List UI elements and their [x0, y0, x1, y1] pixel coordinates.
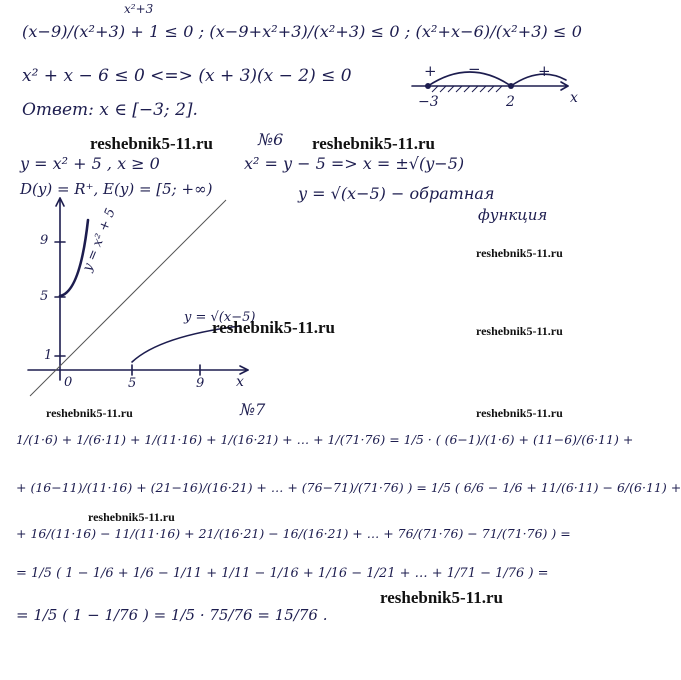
p7-row5: = 1/5 ( 1 − 1/76 ) = 1/5 · 75/76 = 15/76 . — [16, 606, 328, 624]
p5-sign-plus-left: + — [424, 62, 437, 80]
watermark-5: reshebnik5-11.ru — [476, 324, 563, 338]
p5-point-right-label: 2 — [506, 94, 515, 110]
p6-parabola-label: y = x² + 5 — [80, 206, 119, 274]
p6-xtick-0: 0 — [64, 375, 73, 390]
p7-row1: 1/(1·6) + 1/(6·11) + 1/(11·16) + 1/(16·21) + … + 1/(71·76) = 1/5 · ( (6−1)/(1·6) + (11−6)/(6·11) + — [16, 432, 634, 447]
watermark-8: reshebnik5-11.ru — [88, 510, 175, 524]
watermark-6: reshebnik5-11.ru — [46, 406, 133, 420]
p7-row3: + 16/(11·16) − 11/(11·16) + 21/(16·21) − 16/(16·21) + … + 76/(71·76) − 71/(71·76) ) = — [16, 526, 571, 541]
p6-solve: x² = y − 5 => x = ±√(y−5) — [244, 154, 465, 173]
p6-x-axis-label: x — [236, 374, 244, 390]
p6-number: №6 — [258, 130, 284, 149]
p6-xtick-5: 5 — [128, 376, 137, 391]
watermark-9: reshebnik5-11.ru — [380, 588, 503, 607]
p5-sign-minus: − — [468, 60, 481, 78]
p5-sign-plus-right: + — [538, 62, 551, 80]
p6-ytick-1: 1 — [44, 348, 53, 363]
p5-line1: (x−9)/(x²+3) + 1 ≤ 0 ; (x−9+x²+3)/(x²+3) ≤ 0 ; (x²+x−6)/(x²+3) ≤ 0 — [22, 22, 583, 41]
p6-domain-range: D(y) = R⁺, E(y) = [5; +∞) — [20, 180, 213, 198]
p5-axis-var: x — [570, 90, 578, 106]
watermark-2: reshebnik5-11.ru — [312, 134, 435, 153]
watermark-4: reshebnik5-11.ru — [212, 318, 335, 337]
watermark-1: reshebnik5-11.ru — [90, 134, 213, 153]
p7-row4: = 1/5 ( 1 − 1/6 + 1/6 − 1/11 + 1/11 − 1/16 + 1/16 − 1/21 + … + 1/71 − 1/76 ) = — [16, 566, 549, 581]
p6-inverse: y = √(x−5) − обратная — [298, 184, 495, 203]
p5-superscript: x²+3 — [124, 2, 154, 16]
watermark-7: reshebnik5-11.ru — [476, 406, 563, 420]
watermark-3: reshebnik5-11.ru — [476, 246, 563, 260]
p5-point-left-label: −3 — [418, 94, 439, 110]
p6-ytick-9: 9 — [40, 233, 49, 248]
p5-answer: Ответ: x ∈ [−3; 2]. — [22, 100, 198, 120]
p6-xtick-9: 9 — [196, 376, 205, 391]
p6-ytick-5: 5 — [40, 289, 49, 304]
p7-row2: + (16−11)/(11·16) + (21−16)/(16·21) + … + (76−71)/(71·76) ) = 1/5 ( 6/6 − 1/6 + 11/(6·11) − 6/(6·11) + — [16, 480, 681, 495]
p6-given: y = x² + 5 , x ≥ 0 — [20, 154, 160, 173]
p6-inverse-word2: функция — [478, 206, 548, 224]
p6-inverse-label: y = √(x−5) — [184, 310, 256, 325]
p5-line2: x² + x − 6 ≤ 0 <=> (x + 3)(x − 2) ≤ 0 — [22, 66, 352, 86]
p7-number: №7 — [240, 400, 266, 419]
